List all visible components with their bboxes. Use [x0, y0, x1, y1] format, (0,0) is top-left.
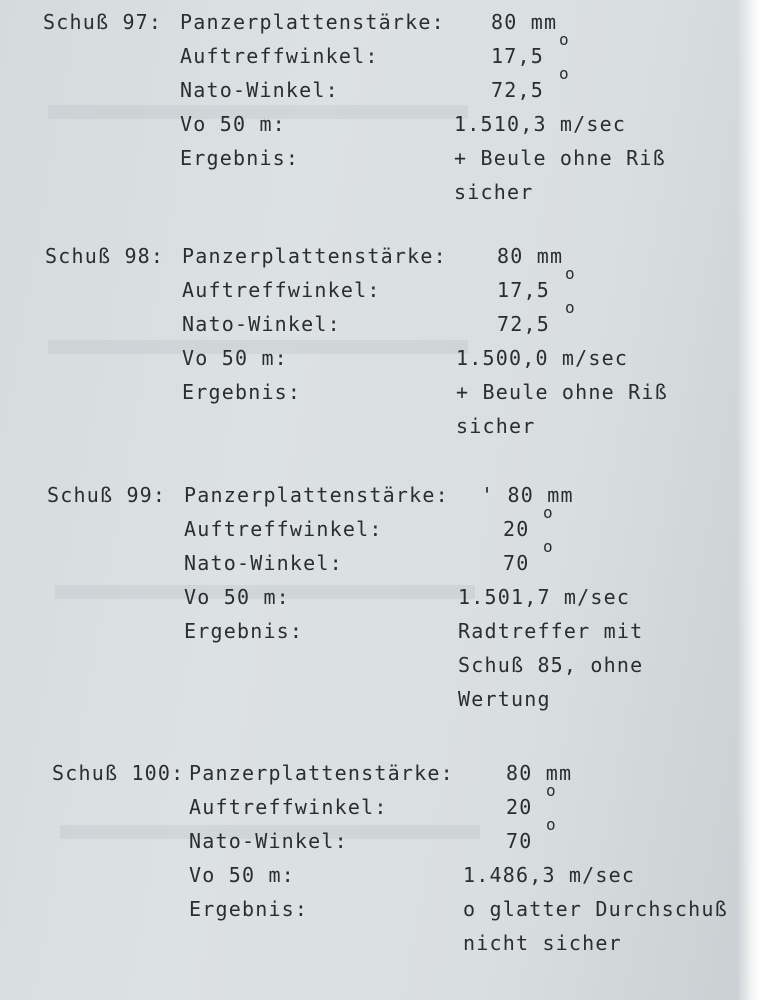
field-value: 1.486,3 m/sec — [463, 863, 636, 887]
shot-label: Schuß 100: — [52, 761, 185, 785]
field-label: Panzerplattenstärke: — [182, 244, 447, 268]
field-value: 1.501,7 m/sec — [458, 585, 631, 609]
result-continuation: Schuß 85, ohne — [458, 653, 644, 677]
field-value: o glatter Durchschuß — [463, 897, 728, 921]
shot-record — [43, 10, 761, 240]
field-label: Nato-Winkel: — [182, 312, 341, 336]
degree-mark: o — [546, 815, 556, 834]
shot-label: Schuß 98: — [45, 244, 165, 268]
field-label: Nato-Winkel: — [180, 78, 339, 102]
field-label: Auftreffwinkel: — [184, 517, 383, 541]
result-continuation: Wertung — [458, 687, 551, 711]
field-label: Panzerplattenstärke: — [180, 10, 445, 34]
field-value: 80 mm — [506, 761, 573, 785]
degree-mark: o — [546, 781, 556, 800]
result-continuation: nicht sicher — [463, 931, 622, 955]
field-label: Vo 50 m: — [180, 112, 286, 136]
field-label: Auftreffwinkel: — [182, 278, 381, 302]
shot-record — [52, 761, 761, 991]
field-label: Ergebnis: — [180, 146, 300, 170]
result-continuation: sicher — [454, 180, 534, 204]
field-value: 72,5 — [491, 78, 544, 102]
field-value: 1.510,3 m/sec — [454, 112, 627, 136]
shot-record — [45, 244, 761, 474]
field-label: Panzerplattenstärke: — [184, 483, 449, 507]
degree-mark: o — [559, 30, 569, 49]
field-value: + Beule ohne Riß — [454, 146, 666, 170]
field-label: Nato-Winkel: — [184, 551, 343, 575]
field-value: 17,5 — [497, 278, 550, 302]
field-label: Auftreffwinkel: — [189, 795, 388, 819]
field-value: 20 — [506, 795, 533, 819]
degree-mark: o — [559, 64, 569, 83]
degree-mark: o — [565, 264, 575, 283]
field-value: 70 — [503, 551, 530, 575]
field-label: Ergebnis: — [182, 380, 302, 404]
field-value: 20 — [503, 517, 530, 541]
field-value: 17,5 — [491, 44, 544, 68]
field-value: Radtreffer mit — [458, 619, 644, 643]
shot-label: Schuß 99: — [47, 483, 167, 507]
shot-record — [47, 483, 761, 713]
degree-mark: o — [543, 537, 553, 556]
field-label: Auftreffwinkel: — [180, 44, 379, 68]
result-continuation: sicher — [456, 414, 536, 438]
field-value: 80 mm — [491, 10, 558, 34]
field-value: ' 80 mm — [481, 483, 574, 507]
field-label: Ergebnis: — [189, 897, 309, 921]
field-value: + Beule ohne Riß — [456, 380, 668, 404]
field-label: Nato-Winkel: — [189, 829, 348, 853]
field-label: Vo 50 m: — [182, 346, 288, 370]
degree-mark: o — [565, 298, 575, 317]
field-value: 70 — [506, 829, 533, 853]
shot-label: Schuß 97: — [43, 10, 163, 34]
degree-mark: o — [543, 503, 553, 522]
field-value: 72,5 — [497, 312, 550, 336]
field-label: Vo 50 m: — [189, 863, 295, 887]
field-label: Ergebnis: — [184, 619, 304, 643]
field-label: Vo 50 m: — [184, 585, 290, 609]
field-value: 1.500,0 m/sec — [456, 346, 629, 370]
field-value: 80 mm — [497, 244, 564, 268]
field-label: Panzerplattenstärke: — [189, 761, 454, 785]
